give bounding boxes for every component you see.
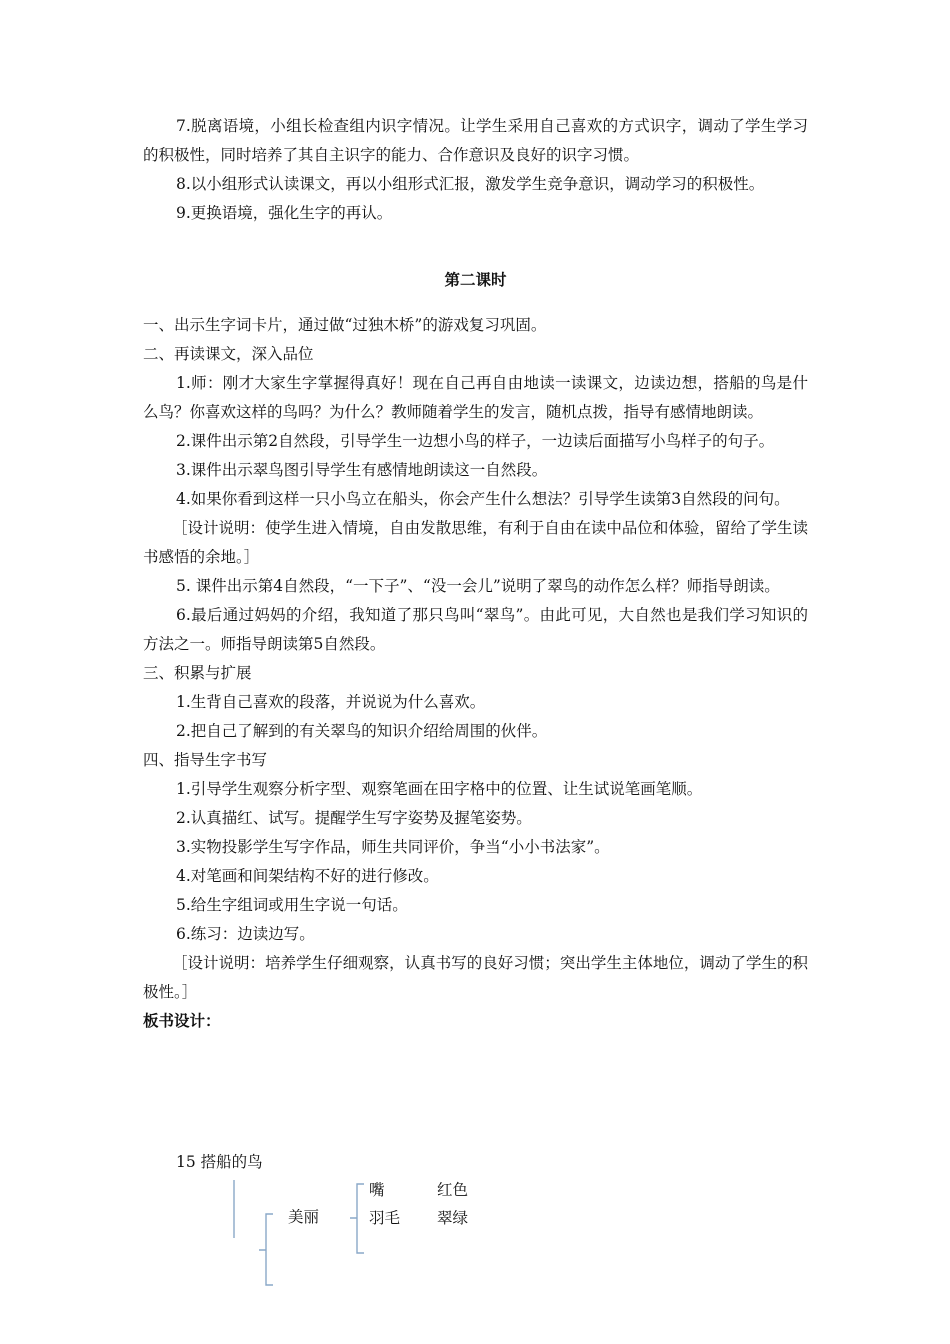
board-inner-bracket: [350, 1184, 364, 1253]
list-item: 1.生背自己喜欢的段落，并说说为什么喜欢。: [176, 692, 486, 711]
board-branch-beautiful: 美丽: [288, 1208, 320, 1226]
lesson-title: 第二课时: [444, 271, 507, 289]
section-1-heading: 一、出示生字词卡片，通过做“过独木桥”的游戏复习巩固。: [143, 315, 547, 334]
board-color-green: 翠绿: [437, 1209, 469, 1227]
board-color-red: 红色: [437, 1181, 469, 1199]
list-item: 3.课件出示翠鸟图引导学生有感情地朗读这一自然段。: [176, 460, 548, 479]
list-item: 4.如果你看到这样一只小鸟立在船头，你会产生什么想法？引导学生读第3自然段的问句。: [176, 489, 790, 508]
list-item: 2.课件出示第2自然段，引导学生一边想小鸟的样子，一边读后面描写小鸟样子的句子。: [176, 431, 775, 450]
board-title: 15 搭船的鸟: [176, 1153, 263, 1171]
board-part-feathers: 羽毛: [369, 1209, 401, 1227]
list-item: 1.引导学生观察分析字型、观察笔画在田字格中的位置、让生试说笔画笔顺。: [176, 779, 703, 798]
list-item: 1.师：刚才大家生字掌握得真好！现在自己再自由地读一读课文，边读边想，搭船的鸟是什么鸟？你喜欢这样的鸟吗？为什么？教师随着学生的发言，随机点拨，指导有感情地朗读。: [143, 373, 808, 421]
design-note: ［设计说明：培养学生仔细观察，认真书写的良好习惯；突出学生主体地位，调动了学生的积极性。］: [143, 953, 808, 1001]
document-body: [143, 112, 808, 1036]
list-item: 2.认真描红、试写。提醒学生写字姿势及握笔姿势。: [176, 808, 532, 827]
list-item: 5. 课件出示第4自然段，“一下子”、“没一会儿”说明了翠鸟的动作怎么样？师指导朗读。: [176, 576, 780, 595]
design-note: ［设计说明：使学生进入情境，自由发散思维，有利于自由在读中品位和体验，留给了学生读书感悟的余地。］: [143, 518, 808, 566]
board-outer-bracket: [259, 1214, 273, 1285]
section-3-heading: 三、积累与扩展: [143, 663, 252, 682]
paragraph-8: 8.以小组形式认读课文，再以小组形式汇报，激发学生竞争意识，调动学习的积极性。: [176, 175, 765, 193]
list-item: 4.对笔画和间架结构不好的进行修改。: [176, 866, 439, 885]
section-2-heading: 二、再读课文，深入品位: [143, 344, 314, 363]
board-design-heading: 板书设计：: [143, 1011, 221, 1030]
list-item: 6.最后通过妈妈的介绍，我知道了那只鸟叫“翠鸟”。由此可见，大自然也是我们学习知识的方法之一。师指导朗读第5自然段。: [143, 605, 808, 653]
list-item: 2.把自己了解到的有关翠鸟的知识介绍给周围的伙伴。: [176, 721, 548, 740]
list-item: 5.给生字组词或用生字说一句话。: [176, 895, 408, 914]
paragraph-7: 7.脱离语境，小组长检查组内识字情况。让学生采用自己喜欢的方式识字，调动了学生学习的积极性，同时培养了其自主识字的能力、合作意识及良好的识字习惯。: [143, 117, 808, 164]
section-4-heading: 四、指导生字书写: [143, 750, 268, 769]
paragraph-9: 9.更换语境，强化生字的再认。: [176, 204, 393, 222]
list-item: 6.练习：边读边写。: [176, 924, 315, 943]
board-part-beak: 嘴: [369, 1181, 385, 1199]
list-item: 3.实物投影学生写字作品，师生共同评价，争当“小小书法家”。: [176, 837, 610, 856]
